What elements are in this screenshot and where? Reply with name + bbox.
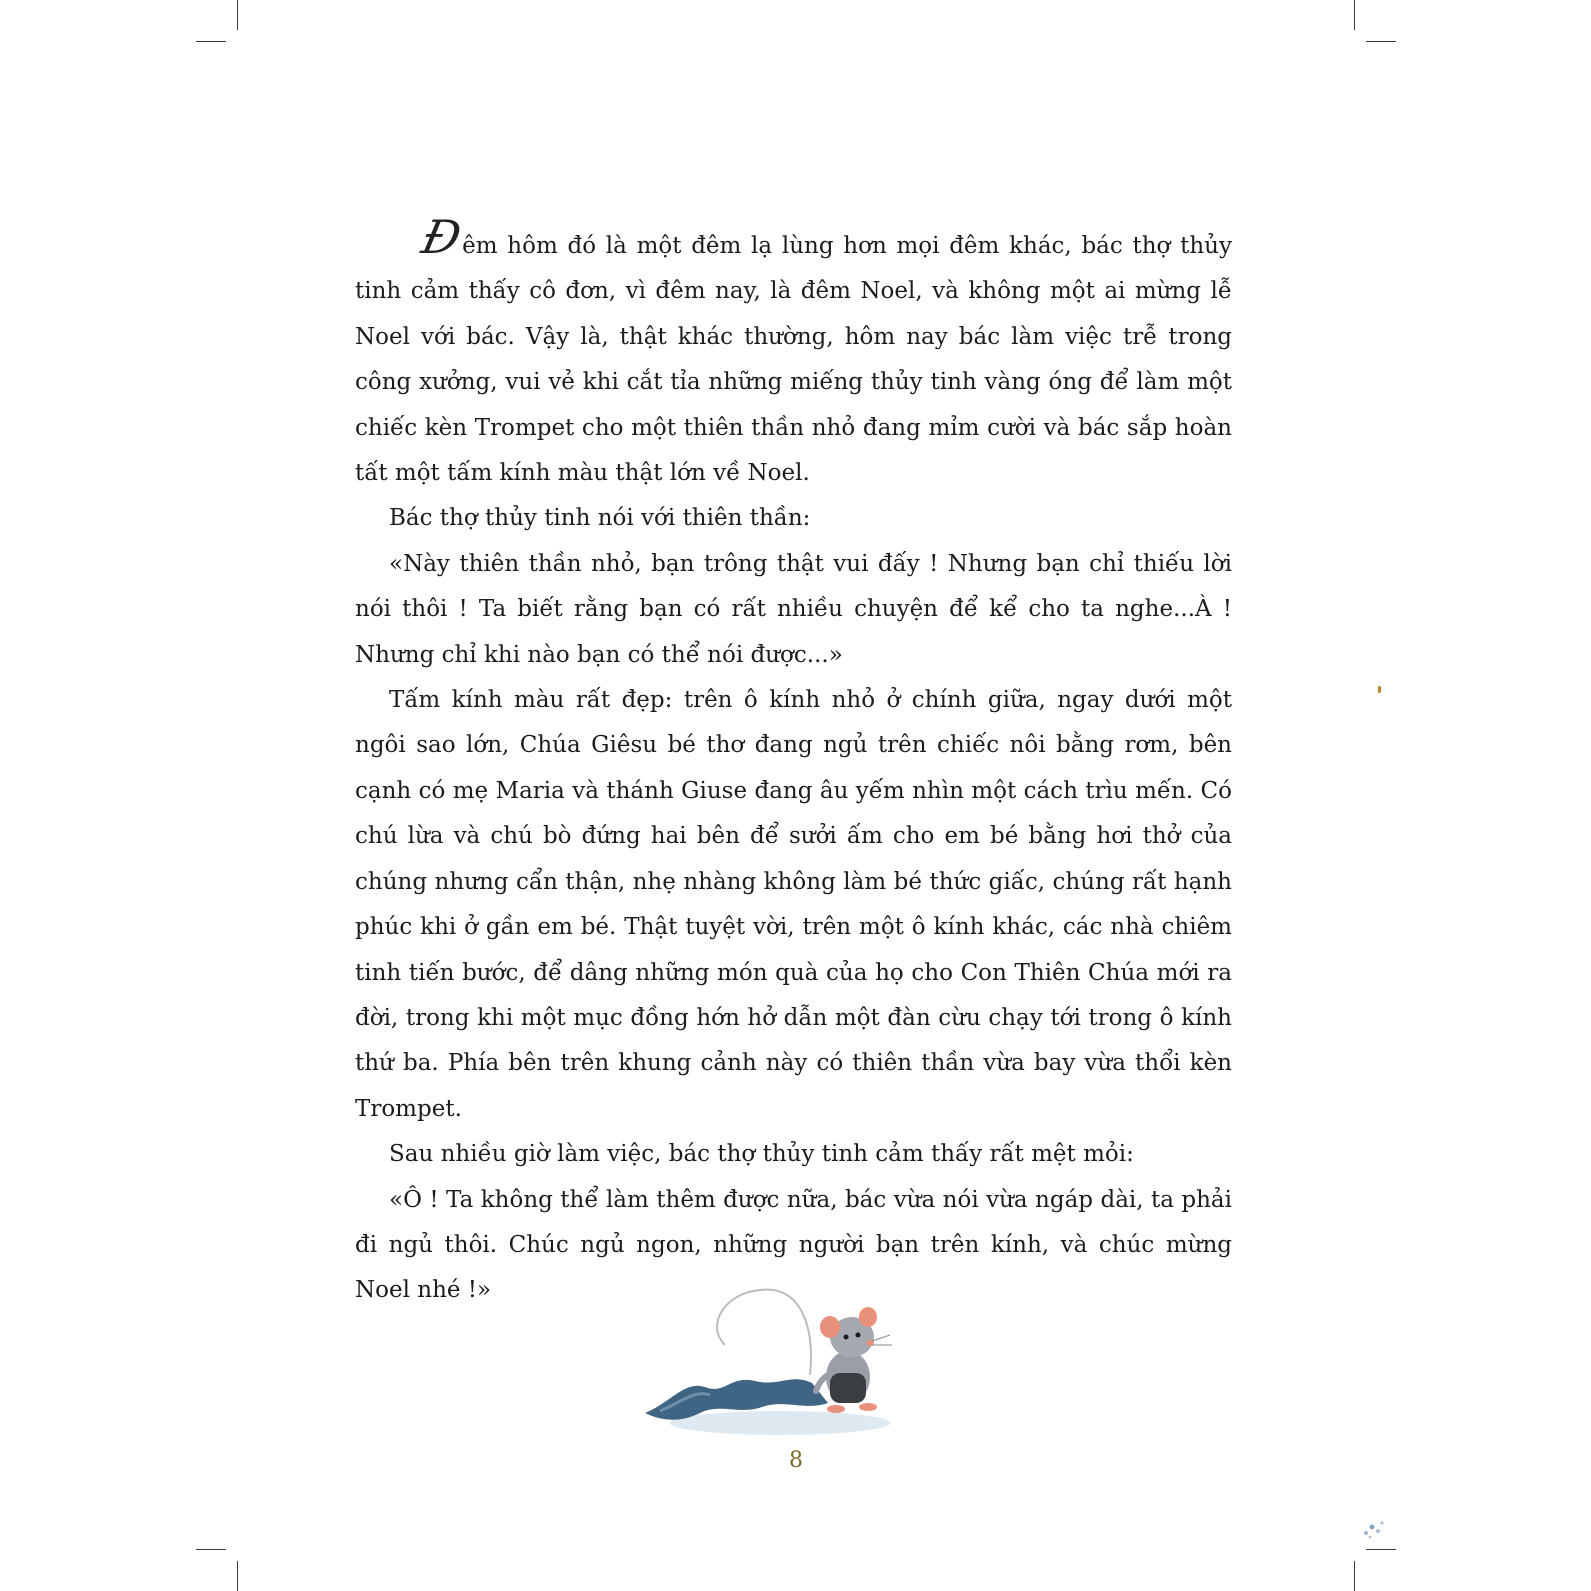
mouse-ear-left: [820, 1316, 840, 1338]
crop-mark-top-left-h: [196, 41, 226, 42]
sparkle-decoration: [1358, 1515, 1392, 1543]
crop-mark-bottom-right-v: [1354, 1561, 1355, 1591]
mouse-foot-right: [859, 1403, 877, 1411]
drop-cap: Đ: [417, 210, 466, 264]
page-number: 8: [789, 1448, 803, 1473]
mouse-illustration: [640, 1285, 910, 1445]
story-text: [355, 210, 1232, 1314]
mouse-tail: [717, 1290, 811, 1375]
print-speck: [1378, 686, 1381, 693]
ground-shadow: [670, 1411, 890, 1435]
paragraph-2: Bác thợ thủy tinh nói với thiên thần:: [389, 505, 811, 532]
crop-mark-bottom-right-h: [1366, 1549, 1396, 1550]
crop-mark-top-left-v: [237, 0, 238, 30]
mouse-eye-2: [856, 1333, 861, 1338]
paragraph-3: «Này thiên thần nhỏ, bạn trông thật vui đấy ! Nhưng bạn chỉ thiếu lời nói thôi ! Ta biết rằng bạn có rất nhiều chuyện để kể cho ta nghe...À ! Nhưng chỉ khi nào bạn có thể nói được...»: [355, 550, 1232, 668]
mouse-whiskers: [872, 1335, 892, 1345]
crop-mark-bottom-left-v: [237, 1561, 238, 1591]
crop-mark-top-right-v: [1354, 0, 1355, 30]
paragraph-1: [355, 210, 1232, 496]
paragraph-4: Tấm kính màu rất đẹp: trên ô kính nhỏ ở chính giữa, ngay dưới một ngôi sao lớn, Chúa Giêsu bé thơ đang ngủ trên chiếc nôi bằng rơm, bên cạnh có mẹ Maria và thánh Giuse đang âu yếm nhìn một cách trìu mến. Có chú lừa và chú bò đứng hai bên để sưởi ấm cho em bé bằng hơi thở của chúng nhưng cẩn thận, nhẹ nhàng không làm bé thức giấc, chúng rất hạnh phúc khi ở gần em bé. Thật tuyệt vời, trên một ô kính khác, các nhà chiêm tinh tiến bước, để dâng những món quà của họ cho Con Thiên Chúa mới ra đời, trong khi một mục đồng hớn hở dẫn một đàn cừu chạy tới trong ô kính thứ ba. Phía bên trên khung cảnh này có thiên thần vừa bay vừa thổi kèn Trompet.: [355, 687, 1232, 1122]
mouse-foot-left: [827, 1405, 845, 1413]
crop-mark-top-right-h: [1366, 41, 1396, 42]
paragraph-1-text: êm hôm đó là một đêm lạ lùng hơn mọi đêm khác, bác thợ thủy tinh cảm thấy cô đơn, vì đêm nay, là đêm Noel, và không một ai mừng lễ Noel với bác. Vậy là, thật khác thường, hôm nay bác làm việc trễ trong công xưởng, vui vẻ khi cắt tỉa những miếng thủy tinh vàng óng để làm một chiếc kèn Trompet cho một thiên thần nhỏ đang mỉm cười và bác sắp hoàn tất một tấm kính màu thật lớn về Noel.: [355, 233, 1232, 487]
crop-mark-bottom-left-h: [196, 1549, 226, 1550]
mouse-ear-right: [859, 1307, 877, 1327]
paragraph-5: Sau nhiều giờ làm việc, bác thợ thủy tinh cảm thấy rất mệt mỏi:: [389, 1141, 1134, 1168]
mouse-eye: [844, 1335, 849, 1340]
paragraph-6: «Ô ! Ta không thể làm thêm được nữa, bác vừa nói vừa ngáp dài, ta phải đi ngủ thôi. Chúc ngủ ngon, những người bạn trên kính, và chúc mừng Noel nhé !»: [355, 1186, 1232, 1304]
mouse-overalls: [830, 1373, 866, 1403]
